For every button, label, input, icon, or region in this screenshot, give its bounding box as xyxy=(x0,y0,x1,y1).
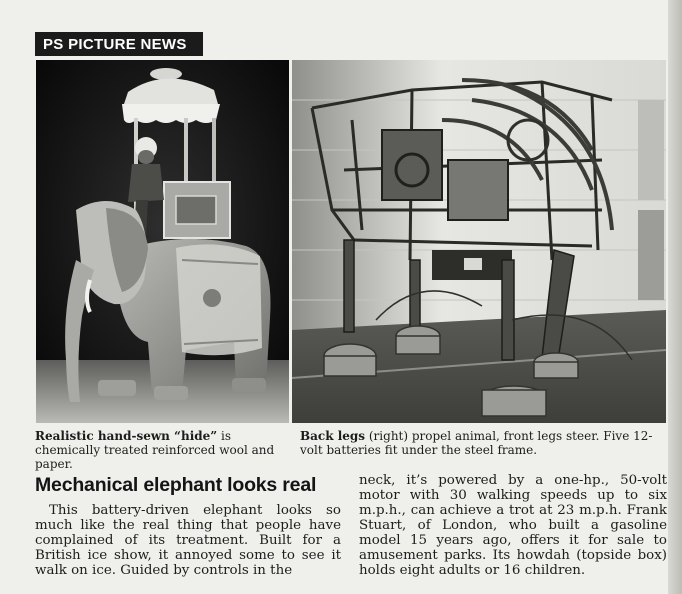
caption-left xyxy=(35,429,289,471)
article-headline: Mechanical elephant looks real xyxy=(35,474,317,496)
article-column-left: This battery-driven elephant looks so much like the real thing that people have complained of its treatment. Built for a British ice show, it annoyed some to see it walk on ice. Guided by controls in the xyxy=(35,503,341,578)
caption-right-text: (right) propel animal, front legs steer. Five 12-volt batteries fit under the steel frame. xyxy=(300,429,653,457)
section-header-label: PS PICTURE NEWS xyxy=(43,35,187,53)
article-column-right: neck, it’s powered by a one-hp., 50-volt motor with 30 walking speeds up to six m.p.h., can achieve a trot at 23 m.p.h. Frank Stuart, of London, who built a gasoline model 15 years ago, offers it for sale to amusement parks. Its howdah (topside box) holds eight adults or 16 children. xyxy=(359,473,667,578)
elephant-frame-photo xyxy=(292,60,666,423)
caption-left-text: is chemically treated reinforced wool and paper. xyxy=(35,429,275,471)
caption-right-lead: Back legs xyxy=(300,429,366,443)
caption-left-lead: Realistic hand-sewn “hide” xyxy=(35,429,218,443)
caption-right xyxy=(300,429,666,457)
page-binding-edge xyxy=(668,0,682,594)
section-header xyxy=(35,32,203,56)
elephant-costume-photo xyxy=(36,60,289,423)
